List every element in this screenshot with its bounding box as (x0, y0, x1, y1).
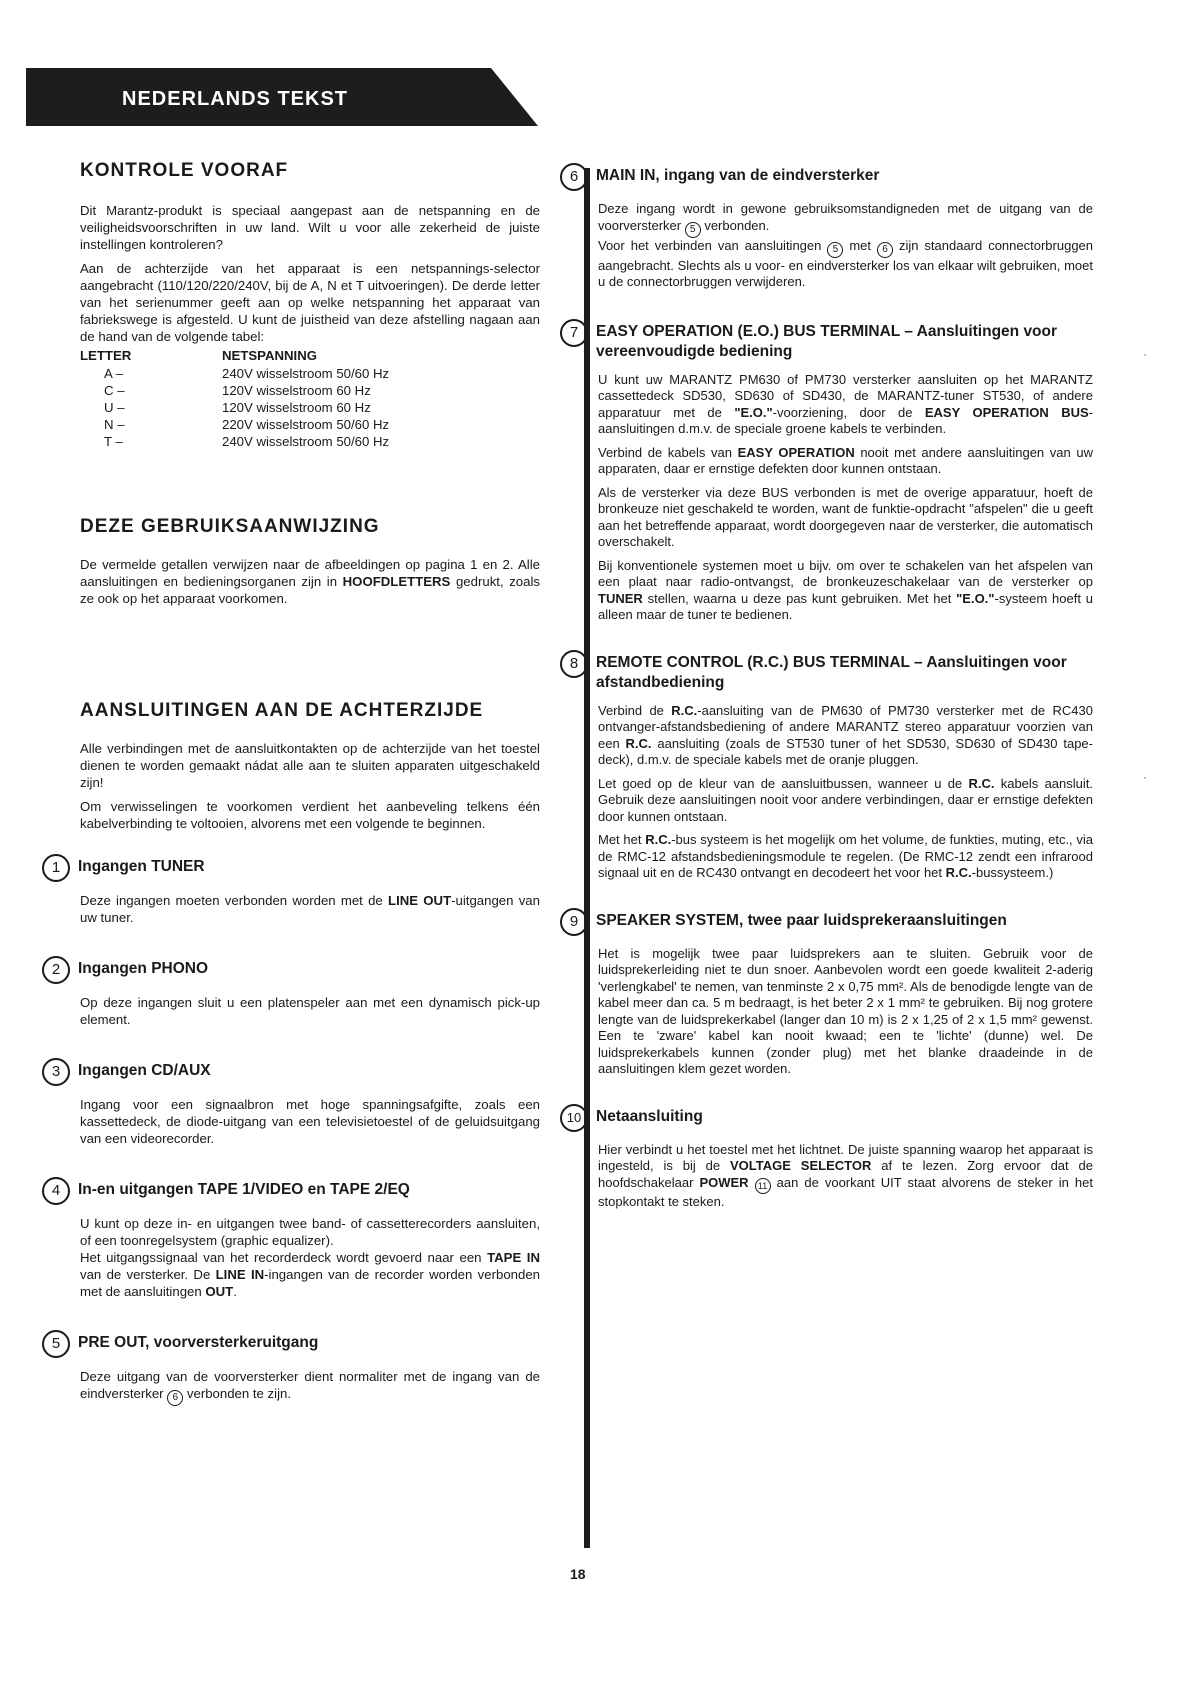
item-heading-5 (42, 1330, 540, 1358)
paragraph: U kunt uw MARANTZ PM630 of PM730 versterker aansluiten op het MARANTZ cassettedeck SD530, SD630 of SD430, de MARANTZ-tuner ST530, of andere apparatuur met de "E.O."-voorziening, door de EASY OPERATION BUS-aansluitingen d.m.v. de speciale groene kabels te verbinden. (598, 371, 1093, 436)
item-title: SPEAKER SYSTEM, twee paar luidsprekeraansluitingen (596, 911, 1007, 929)
paragraph: U kunt op deze in- en uitgangen twee band- of cassetterecorders aansluiten, of een toonregelsystem (graphic equalizer). (80, 1216, 540, 1248)
number-circle: 7 (560, 319, 588, 347)
section-aansluitingen (51, 700, 540, 1406)
paragraph: Aan de achterzijde van het apparaat is een netspannings-selector aangebracht (110/120/220/240V, bij de A, N et T uitvoeringen). De derde letter van het serienummer geeft aan op welke netspanning het apparaat van fabriekswege is afgesteld. U kunt de juistheid van deze afstelling nagaan aan de hand van de volgende tabel: (80, 261, 540, 344)
item-heading-4 (42, 1177, 540, 1205)
paragraph: Met het R.C.-bus systeem is het mogelijk om het volume, de funkties, muting, etc., via de RMC-12 afstandsbedieningsmodule te regelen. (De RMC-12 zendt een infrarood signaal uit en de RC430 ontvangt en decodeert het voor het R.C.-bussysteem.) (598, 832, 1093, 880)
table-row (80, 382, 389, 399)
item-title: Ingangen CD/AUX (78, 1062, 211, 1079)
column-divider (584, 168, 590, 1548)
number-circle: 4 (42, 1177, 70, 1205)
number-circle: 8 (560, 650, 588, 678)
heading-gebruiksaanwijzing: DEZE GEBRUIKSAANWIJZING (80, 516, 380, 537)
paragraph: Om verwisselingen te voorkomen verdient het aanbeveling telkens één kabelverbinding te voltooien, alvorens met een volgende te beginnen. (80, 799, 540, 831)
heading-aansluitingen: AANSLUITINGEN AAN DE ACHTERZIJDE (80, 700, 484, 721)
voltage-cell: 120V wisselstroom 60 Hz (222, 383, 371, 398)
number-circle: 2 (42, 956, 70, 984)
heading-kontrole: KONTROLE VOORAF (80, 160, 289, 181)
number-circle: 9 (560, 908, 588, 936)
scan-mark: · (1143, 347, 1147, 361)
item-title: Ingangen TUNER (78, 858, 205, 875)
item-heading-8 (560, 650, 1093, 693)
item-title: Netaansluiting (596, 1107, 703, 1125)
item-heading-2 (42, 956, 540, 984)
item-title: Ingangen PHONO (78, 960, 209, 977)
letter-cell: N – (104, 417, 125, 432)
paragraph: Deze uitgang van de voorversterker dient normaliter met de ingang van de eindversterker 6 verbonden te zijn. (80, 1368, 540, 1406)
item-heading-1 (42, 854, 540, 882)
item-heading-7 (560, 319, 1093, 362)
table-row (80, 365, 389, 382)
voltage-cell: 240V wisselstroom 50/60 Hz (222, 366, 390, 381)
number-circle: 6 (560, 163, 588, 191)
paragraph: Deze ingang wordt in gewone gebruiksomstandigneden met de uitgang van de voorversterker 5 verbonden. (598, 201, 1093, 238)
voltage-cell: 220V wisselstroom 50/60 Hz (222, 417, 390, 432)
section-gebruiksaanwijzing (80, 516, 540, 607)
number-circle: 3 (42, 1058, 70, 1086)
reference-number: 6 (877, 242, 893, 258)
paragraph: Verbind de R.C.-aansluiting van de PM630 of PM730 versterker met de RC430 ontvanger-afstandsbediening of andere MARANTZ stereo apparatuur voorzien van een R.C. aansluiting (zoals de ST530 tuner of het SD530, SD630 of SD430 tape-deck), d.m.v. de speciale kabels met de oranje pluggen. (598, 702, 1093, 767)
item-heading-9 (560, 908, 1093, 936)
left-column (51, 160, 541, 1413)
item-title: In-en uitgangen TAPE 1/VIDEO en TAPE 2/EQ (78, 1181, 410, 1198)
item-title: MAIN IN, ingang van de eindversterker (596, 167, 880, 184)
item-title: REMOTE CONTROL (R.C.) BUS TERMINAL – Aansluitingen voor afstandbediening (596, 653, 1067, 691)
item-title: PRE OUT, voorversterkeruitgang (78, 1334, 319, 1351)
letter-cell: U – (104, 400, 125, 415)
paragraph: Ingang voor een signaalbron met hoge spanningsafgifte, zoals een kassettedeck, de diode-uitgang van een televisietoestel of de geluidsuitgang van een videorecorder. (80, 1097, 540, 1146)
reference-number: 5 (685, 222, 701, 238)
item-heading-10 (560, 1104, 1093, 1132)
number-circle: 10 (560, 1104, 588, 1132)
paragraph: Alle verbindingen met de aansluitkontakten op de achterzijde van het toestel dienen te worden gemaakt nádat alle aan te sluiten apparaten uitgeschakeld zijn! (80, 741, 540, 790)
letter-cell: T – (104, 434, 123, 449)
paragraph: Verbind de kabels van EASY OPERATION nooit met andere aansluitingen van uw apparaten, daar er ernstige defekten door kunnen ontstaan. (598, 444, 1093, 476)
table-row (80, 416, 389, 433)
paragraph: Hier verbindt u het toestel met het lichtnet. De juiste spanning waarop het apparaat is ingesteld, is bij de VOLTAGE SELECTOR af te lezen. Zorg ervoor dat de hoofdschakelaar POWER 11 aan de voorkant UIT staat alvorens de steker in het stopkontakt te steken. (598, 1141, 1093, 1209)
paragraph: Deze ingangen moeten verbonden worden met de LINE OUT-uitgangen van uw tuner. (80, 893, 540, 925)
paragraph: Dit Marantz-produkt is speciaal aangepast aan de netspanning en de veiligheidsvoorschriften in uw land. Wilt u voor alle zekerheid de juiste instellingen kontroleren? (80, 203, 540, 252)
page-number: 18 (570, 1566, 586, 1582)
paragraph: Voor het verbinden van aansluitingen 5 met 6 zijn standaard connectorbruggen aangebracht. Slechts als u voor- en eindversterker los van elkaar wilt gebruiken, moet u de connectorbruggen verwijderen. (598, 237, 1094, 289)
paragraph: Op deze ingangen sluit u een platenspeler aan met een dynamisch pick-up element. (80, 995, 540, 1027)
voltage-cell: 240V wisselstroom 50/60 Hz (222, 434, 390, 449)
paragraph: Let goed op de kleur van de aansluitbussen, wanneer u de R.C. kabels aansluit. Gebruik deze aansluitingen nooit voor andere verbindingen, daar er ernstige defekten door kunnen ontstaan. (598, 775, 1093, 824)
paragraph: Het is mogelijk twee paar luidsprekers aan te sluiten. Gebruik voor de luidsprekerleiding niet te dun snoer. Aanbevolen wordt een goede kwaliteit 2-aderig 'verlengkabel' te nemen, van tenminste 2 x 0,75 mm². Als de benodigde lengte van de kabel meer dan ca. 5 m bedraagt, is het beter 2 x 1 mm² te gebruiken. Bij nog grotere lengte van de luidsprekerkabel (langer dan 10 m) is 2 x 1,25 of 2 x 1,5 mm² gewenst. Een te 'zware' kabel kan nooit kwaad; een te 'lichte' (dunne) wel. De luidsprekerkabels kunnen (zonder plug) met het blanke draadeinde in de aansluitingen klem gezet worden. (598, 945, 1093, 1076)
number-circle: 5 (42, 1330, 70, 1358)
reference-number: 11 (755, 1178, 771, 1194)
column-header-letter: LETTER (80, 348, 132, 363)
number-circle: 1 (42, 854, 70, 882)
voltage-table (80, 347, 389, 450)
voltage-cell: 120V wisselstroom 60 Hz (222, 400, 371, 415)
table-row (80, 433, 389, 450)
item-heading-3 (42, 1058, 540, 1086)
item-heading-6 (560, 163, 1093, 191)
item-title: EASY OPERATION (E.O.) BUS TERMINAL – Aansluitingen voor vereenvoudigde bediening (596, 322, 1058, 360)
reference-number: 5 (827, 242, 843, 258)
scan-mark: · (1143, 770, 1147, 784)
banner-title: NEDERLANDS TEKST (122, 88, 349, 110)
paragraph: Als de versterker via deze BUS verbonden is met de overige apparatuur, hoeft de bronkeuze niet geschakeld te worden, want de funktie-opdracht "afspelen" die u geeft aan het betreffende apparaat, wordt doorgegeven naar de versterker, die automatisch overschakelt. (598, 484, 1093, 549)
letter-cell: A – (104, 366, 124, 381)
paragraph: Het uitgangssignaal van het recorderdeck wordt gevoerd naar een TAPE IN van de versterker. De LINE IN-ingangen van de recorder worden verbonden met de aansluitingen OUT. (80, 1250, 540, 1299)
reference-number: 6 (167, 1390, 183, 1406)
letter-cell: C – (104, 383, 125, 398)
section-kontrole (80, 160, 540, 450)
paragraph: De vermelde getallen verwijzen naar de afbeeldingen op pagina 1 en 2. Alle aansluitingen en bedieningsorganen zijn in HOOFDLETTERS gedrukt, zoals ze ook op het apparaat voorkomen. (80, 557, 541, 606)
right-column (566, 163, 1094, 1217)
column-header-voltage: NETSPANNING (222, 348, 318, 363)
paragraph: Bij konventionele systemen moet u bijv. om over te schakelen van het afspelen van een plaat naar radio-ontvangst, de bronkeuzeschakelaar van de versterker op TUNER stellen, waarna u deze pas kunt gebruiken. Met het "E.O."-systeem hoeft u alleen maar de tuner te bedienen. (598, 557, 1093, 622)
table-row (80, 399, 389, 416)
